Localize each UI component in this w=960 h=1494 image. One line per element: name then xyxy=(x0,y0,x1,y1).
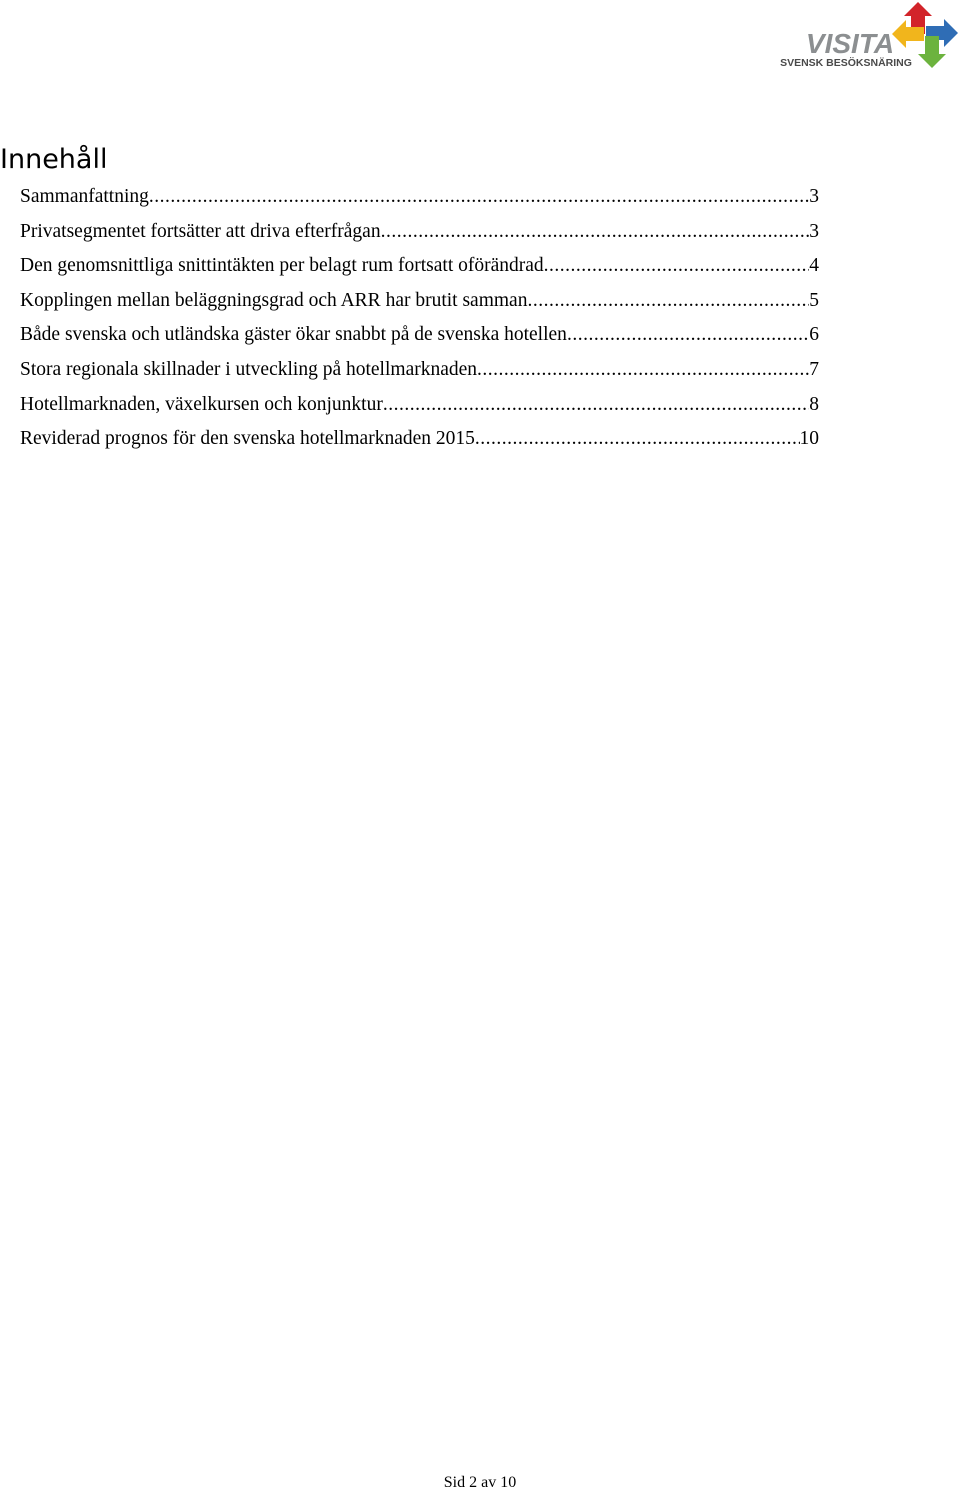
toc-entry[interactable] xyxy=(20,353,819,388)
dot-leader xyxy=(475,422,800,457)
toc-entry-title: Sammanfattning xyxy=(20,186,149,207)
toc-entry-title: Reviderad prognos för den svenska hotellmarknaden 2015 xyxy=(20,428,475,450)
toc-entry-page: 6 xyxy=(809,324,819,346)
logo-wordmark: VISITA xyxy=(805,28,895,59)
table-of-contents xyxy=(20,180,819,457)
toc-entry-title: Både svenska och utländska gäster ökar snabbt på de svenska hotellen xyxy=(20,324,567,346)
toc-heading: Innehåll xyxy=(0,144,108,175)
toc-entry-title: Stora regionala skillnader i utveckling på hotellmarknaden xyxy=(20,358,478,380)
toc-entry-page: 10 xyxy=(799,428,819,450)
toc-entry-title: Kopplingen mellan beläggningsgrad och ARR har brutit samman xyxy=(20,289,528,311)
dot-leader xyxy=(567,318,809,353)
toc-entry[interactable] xyxy=(20,249,819,284)
toc-entry[interactable] xyxy=(20,284,819,319)
toc-entry[interactable] xyxy=(20,388,819,423)
toc-entry[interactable] xyxy=(20,215,819,250)
toc-entry-page: 8 xyxy=(809,393,819,415)
toc-entry[interactable] xyxy=(20,180,819,215)
dot-leader xyxy=(477,353,809,388)
page-number-footer: Sid 2 av 10 xyxy=(443,1474,517,1491)
dot-leader xyxy=(149,180,809,215)
logo-tagline: SVENSK BESÖKSNÄRING xyxy=(780,57,912,69)
dot-leader xyxy=(383,388,809,423)
dot-leader xyxy=(544,249,810,284)
visita-logo-graphic xyxy=(710,0,960,72)
dot-leader xyxy=(527,284,809,319)
toc-entry[interactable] xyxy=(20,422,819,457)
toc-entry-title: Hotellmarknaden, växelkursen och konjunktur xyxy=(20,393,383,415)
toc-entry-page: 5 xyxy=(809,289,819,311)
toc-entry-page: 3 xyxy=(809,186,819,207)
toc-entry-page: 4 xyxy=(809,255,819,277)
toc-entry[interactable] xyxy=(20,318,819,353)
visita-logo xyxy=(710,0,960,72)
dot-leader xyxy=(381,215,810,250)
toc-entry-page: 3 xyxy=(809,220,819,242)
toc-entry-page: 7 xyxy=(809,358,819,380)
toc-entry-title: Privatsegmentet fortsätter att driva efterfrågan xyxy=(20,220,381,242)
toc-entry-title: Den genomsnittliga snittintäkten per belagt rum fortsatt oförändrad xyxy=(20,255,544,277)
